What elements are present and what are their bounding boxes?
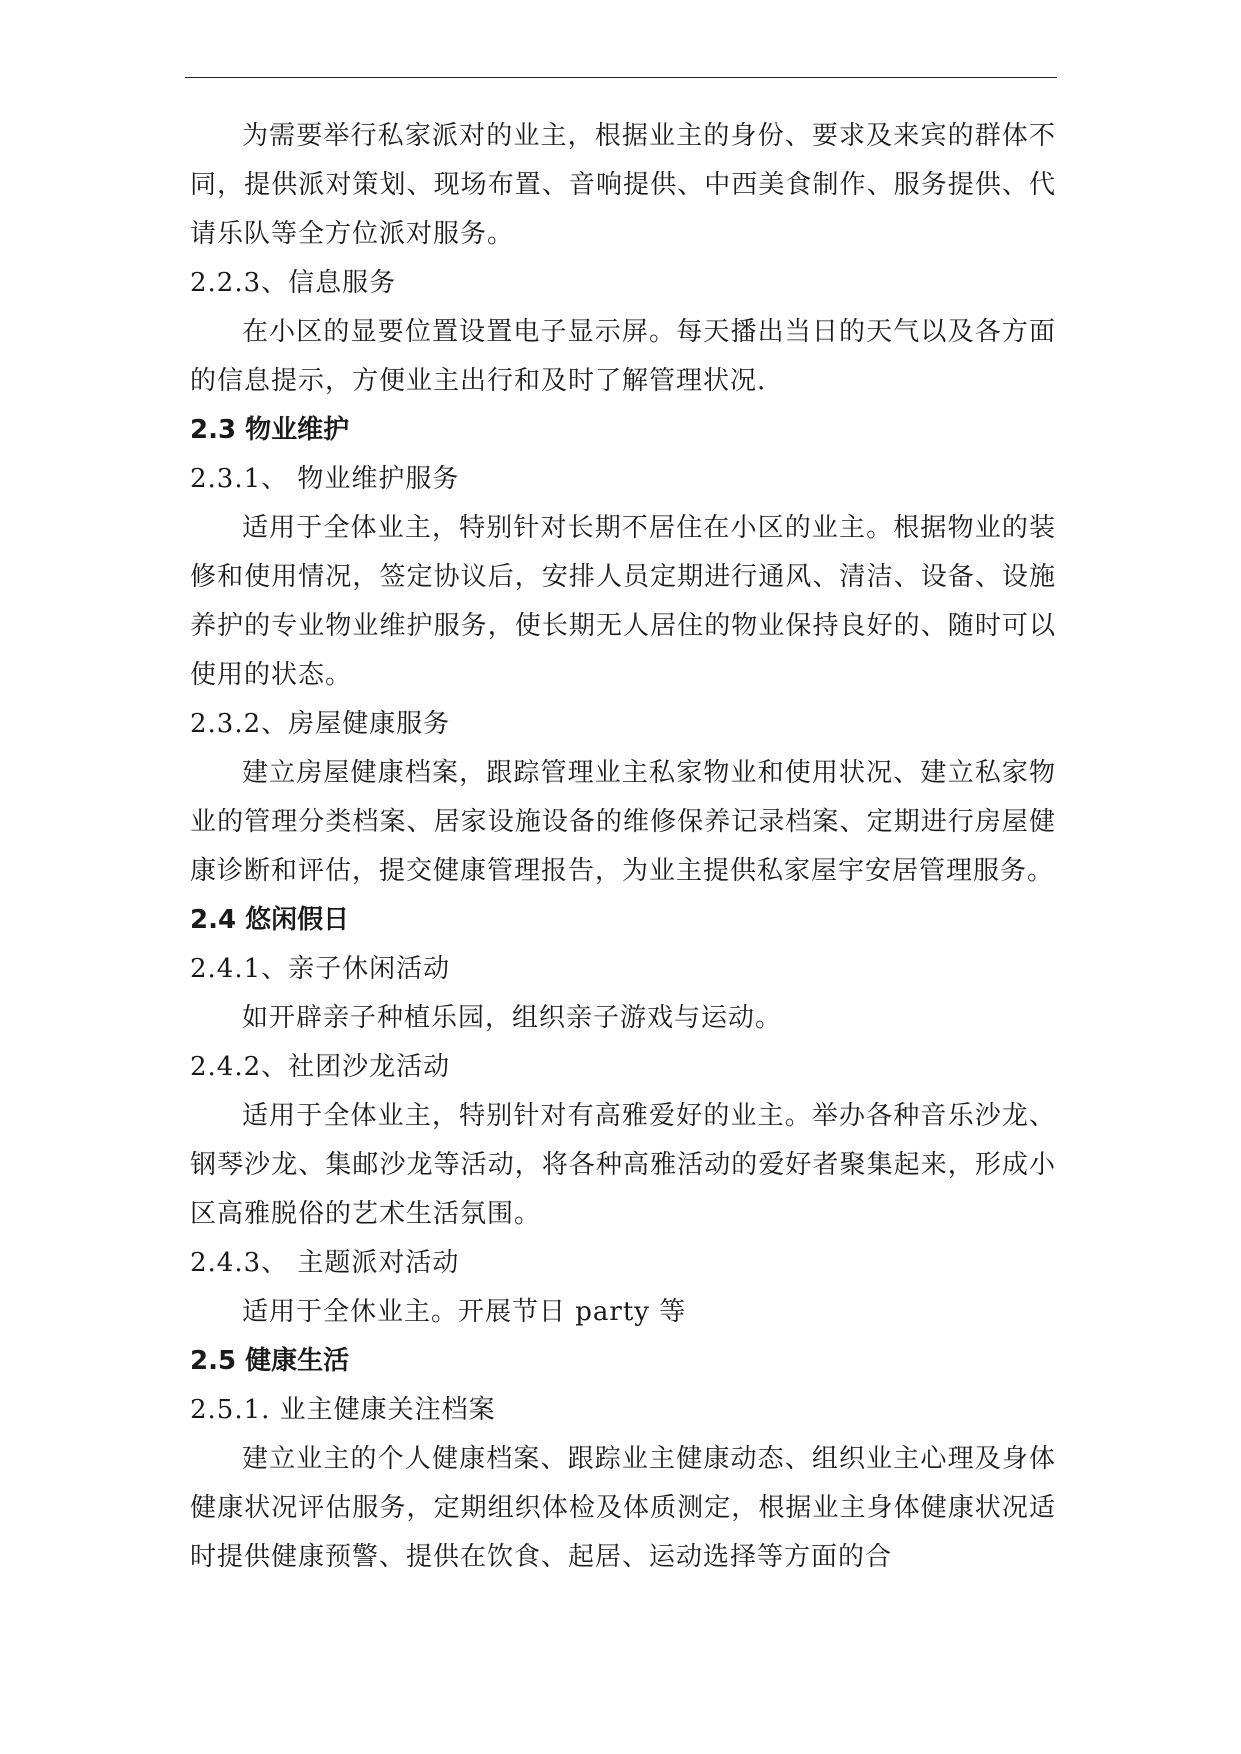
subheading-2-2-3: 2.2.3、信息服务: [190, 268, 397, 298]
paragraph-info-service: 在小区的显要位置设置电子显示屏。每天播出当日的天气以及各方面的信息提示，方便业主出行和及时了解管理状况.: [190, 317, 1056, 396]
subheading-2-4-3: 2.4.3、 主题派对活动: [190, 1248, 460, 1278]
heading-2-4: 2.4 悠闲假日: [190, 905, 350, 935]
document-body: [190, 112, 1056, 1582]
paragraph-salon: 适用于全体业主，特别针对有高雅爱好的业主。举办各种音乐沙龙、钢琴沙龙、集邮沙龙等活动，将各种高雅活动的爱好者聚集起来，形成小区高雅脱俗的艺术生活氛围。: [190, 1101, 1056, 1229]
paragraph-house-health: 建立房屋健康档案，跟踪管理业主私家物业和使用状况、建立私家物业的管理分类档案、居家设施设备的维修保养记录档案、定期进行房屋健康诊断和评估，提交健康管理报告，为业主提供私家屋宇安居管理服务。: [190, 758, 1056, 886]
header-rule: [185, 77, 1057, 78]
paragraph-health-archive: 建立业主的个人健康档案、跟踪业主健康动态、组织业主心理及身体健康状况评估服务，定期组织体检及体质测定，根据业主身体健康状况适时提供健康预警、提供在饮食、起居、运动选择等方面的合: [190, 1444, 1056, 1572]
paragraph-theme-party: 适用于全休业主。开展节日 party 等: [242, 1297, 687, 1327]
subheading-2-3-1: 2.3.1、 物业维护服务: [190, 464, 460, 494]
heading-2-3: 2.3 物业维护: [190, 415, 350, 445]
subheading-2-5-1: 2.5.1. 业主健康关注档案: [190, 1395, 496, 1425]
heading-2-5: 2.5 健康生活: [190, 1346, 350, 1376]
paragraph-property-maintenance: 适用于全体业主，特别针对长期不居住在小区的业主。根据物业的装修和使用情况，签定协议后，安排人员定期进行通风、清洁、设备、设施养护的专业物业维护服务，使长期无人居住的物业保持良好的、随时可以使用的状态。: [190, 513, 1056, 690]
paragraph-party-service: 为需要举行私家派对的业主，根据业主的身份、要求及来宾的群体不同，提供派对策划、现场布置、音响提供、中西美食制作、服务提供、代请乐队等全方位派对服务。: [190, 121, 1056, 249]
subheading-2-4-1: 2.4.1、亲子休闲活动: [190, 954, 451, 984]
paragraph-parent-child: 如开辟亲子种植乐园，组织亲子游戏与运动。: [242, 1003, 783, 1033]
subheading-2-4-2: 2.4.2、社团沙龙活动: [190, 1052, 451, 1082]
subheading-2-3-2: 2.3.2、房屋健康服务: [190, 709, 451, 739]
